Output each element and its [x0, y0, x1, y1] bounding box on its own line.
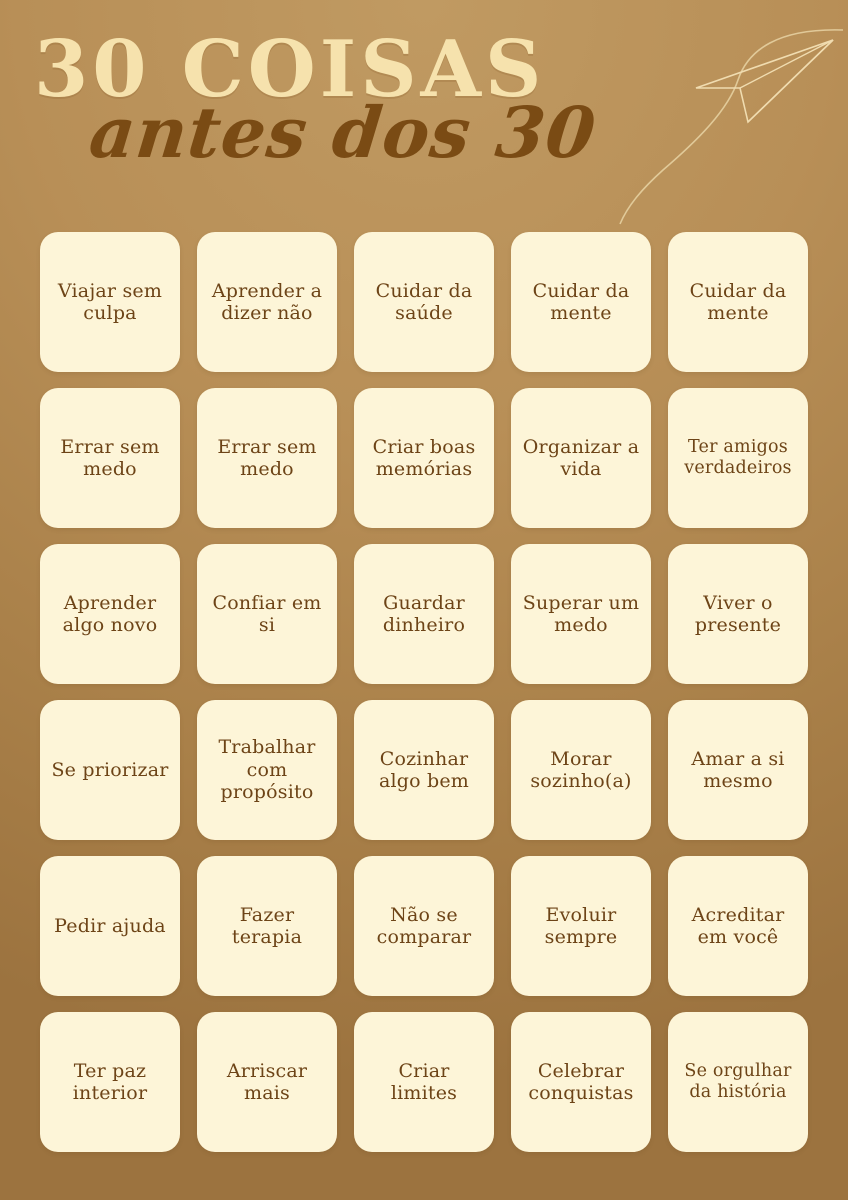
page-title: 30 COISAS [34, 24, 546, 115]
list-item-label: Superar um medo [522, 591, 640, 636]
poster-header [0, 0, 848, 190]
list-item[interactable] [511, 1012, 651, 1152]
list-item-label: Viajar sem culpa [57, 279, 163, 324]
list-item-label: Errar sem medo [217, 435, 317, 480]
page-subtitle: antes dos 30 [85, 90, 601, 174]
list-item[interactable] [40, 388, 180, 528]
list-item[interactable] [511, 544, 651, 684]
list-item[interactable] [197, 856, 337, 996]
list-item[interactable] [511, 232, 651, 372]
list-item-label: Amar a si mesmo [691, 747, 785, 792]
list-item[interactable] [197, 388, 337, 528]
list-item-label: Acreditar em você [691, 903, 785, 948]
list-item-label: Fazer terapia [231, 903, 303, 948]
list-item-label: Viver o presente [694, 591, 782, 636]
list-item-label: Ter amigos verdadeiros [684, 437, 792, 478]
list-item-label: Arriscar mais [226, 1059, 308, 1104]
list-item[interactable] [40, 232, 180, 372]
list-item[interactable] [354, 700, 494, 840]
list-item[interactable] [668, 388, 808, 528]
list-item-label: Aprender a dizer não [211, 279, 323, 324]
list-item[interactable] [40, 544, 180, 684]
list-item[interactable] [354, 1012, 494, 1152]
list-item-label: Organizar a vida [522, 435, 640, 480]
list-item[interactable] [197, 1012, 337, 1152]
list-item-label: Cuidar da saúde [375, 279, 473, 324]
list-item-label: Guardar dinheiro [382, 591, 466, 636]
list-item[interactable] [511, 388, 651, 528]
list-item-label: Cuidar da mente [689, 279, 787, 324]
list-item[interactable] [354, 856, 494, 996]
list-item-label: Confiar em si [212, 591, 322, 636]
list-item[interactable] [511, 700, 651, 840]
list-item[interactable] [197, 700, 337, 840]
list-item[interactable] [197, 544, 337, 684]
list-item-label: Criar boas memórias [372, 435, 476, 480]
list-item[interactable] [668, 856, 808, 996]
list-item-label: Cuidar da mente [532, 279, 630, 324]
list-item[interactable] [40, 700, 180, 840]
list-item[interactable] [40, 1012, 180, 1152]
list-item[interactable] [668, 544, 808, 684]
list-item[interactable] [668, 700, 808, 840]
list-item[interactable] [197, 232, 337, 372]
list-item-label: Ter paz interior [72, 1059, 148, 1104]
list-item[interactable] [668, 1012, 808, 1152]
list-item-label: Pedir ajuda [54, 914, 166, 937]
list-item-label: Criar limites [390, 1059, 458, 1104]
list-item-label: Não se comparar [376, 903, 472, 948]
checklist-grid [0, 232, 848, 1152]
list-item-label: Se orgulhar da história [684, 1061, 792, 1102]
list-item[interactable] [40, 856, 180, 996]
list-item[interactable] [354, 544, 494, 684]
list-item-label: Se priorizar [51, 758, 169, 781]
list-item-label: Errar sem medo [60, 435, 160, 480]
list-item[interactable] [354, 232, 494, 372]
list-item-label: Celebrar conquistas [528, 1059, 634, 1104]
list-item-label: Cozinhar algo bem [378, 747, 470, 792]
list-item[interactable] [668, 232, 808, 372]
list-item-label: Morar sozinho(a) [530, 747, 632, 792]
list-item[interactable] [354, 388, 494, 528]
list-item-label: Aprender algo novo [62, 591, 158, 636]
list-item[interactable] [511, 856, 651, 996]
list-item-label: Evoluir sempre [544, 903, 618, 948]
list-item-label: Trabalhar com propósito [218, 736, 316, 804]
